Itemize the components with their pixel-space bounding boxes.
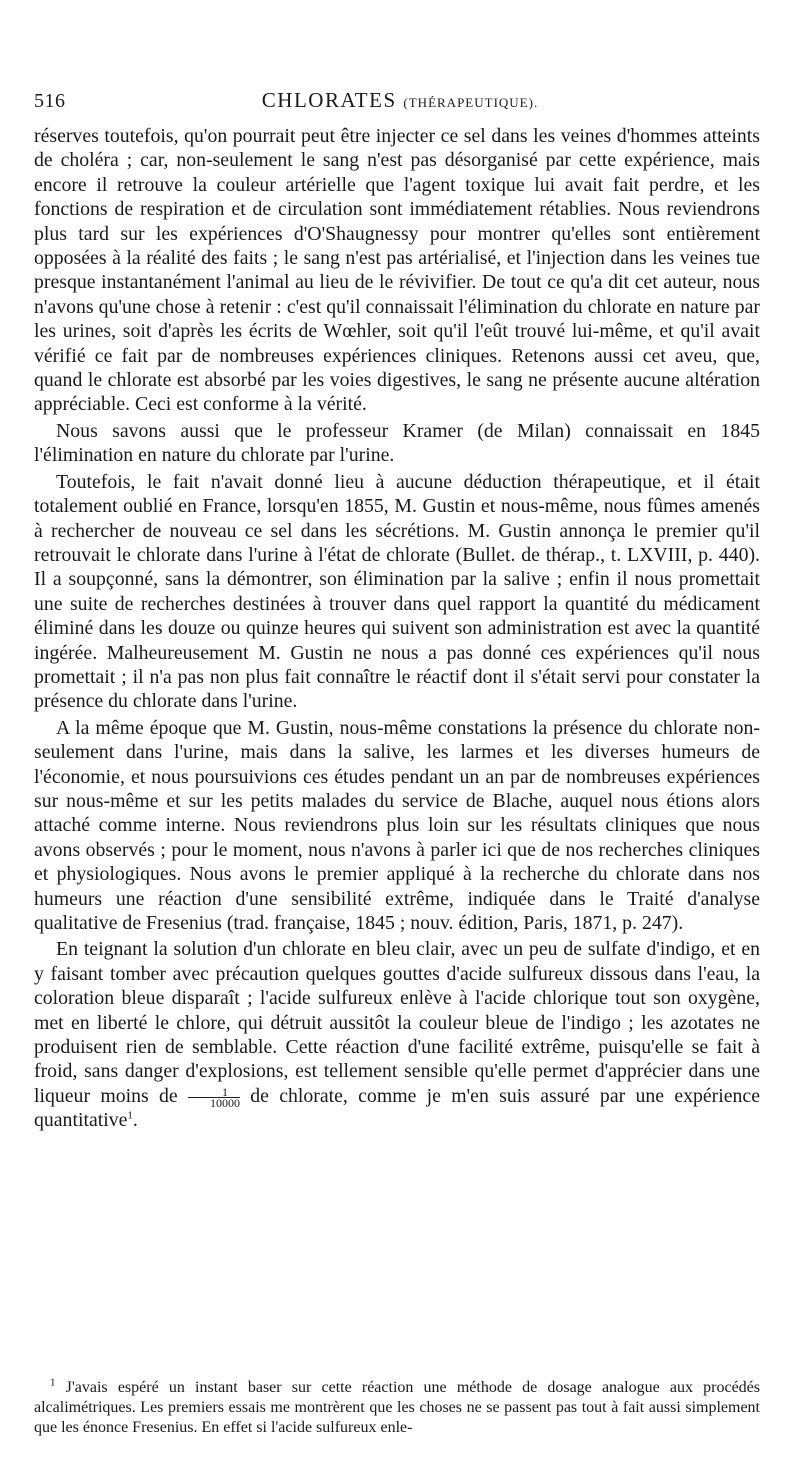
paragraph: Toutefois, le fait n'avait donné lieu à aucune déduction thérapeutique, et il était totalement oublié en France, lorsqu'en 1855, M. Gustin et nous-même, nous fûmes amenés à rechercher de nouveau ce sel dans les sécrétions. M. Gustin annonça le premier qu'il retrouvait le chlorate dans l'urine à l'état de chlorate (Bullet. de thérap., t. LXVIII, p. 440). Il a soupçonné, sans la démontrer, son élimination par la salive ; enfin il nous promettait une suite de recherches destinées à trouver dans quel rapport la quantité du médicament éliminé dans les douze ou quinze heures qui suivent son administration est avec la quantité ingérée. Malheureusement M. Gustin ne nous a pas donné ces expériences qu'il nous promettait ; il n'a pas non plus fait connaître le réactif dont il s'était servi pour constater la présence du chlorate dans l'urine.: [34, 470, 760, 713]
page-header: [34, 84, 766, 118]
body-text: [34, 124, 760, 1133]
paragraph-text: En teignant la solution d'un chlorate en bleu clair, avec un peu de sulfate d'indigo, et en y faisant tomber avec précaution quelques gouttes d'acide sulfureux dissous dans l'eau, la coloration bleue disparaît ; l'acide sulfureux enlève à l'acide chlorique tout son oxygène, met en liberté le chlore, qui détruit aussitôt la couleur bleue de l'indigo ; les azotates ne produisent rien de semblable. Cette réaction d'une facilité extrême, puisqu'elle se fait à froid, sans danger d'explosions, est tellement sensible qu'elle permet d'apprécier dans une liqueur moins de: [34, 938, 760, 1107]
footnote-reference: 1: [127, 1109, 133, 1122]
running-head-title: CHLORATES: [261, 88, 397, 112]
footnote-text: J'avais espéré un instant baser sur cette réaction une méthode de dosage analogue aux procédés alcalimétriques. Les premiers essais me montrèrent que les choses ne se passent pas tout à fait aussi simplement que les énonce Fresenius. En effet si l'acide sulfureux enle-: [34, 1379, 760, 1436]
fraction: [188, 1084, 240, 1110]
paragraph-last: En teignant la solution d'un chlorate en bleu clair, avec un peu de sulfate d'indigo, et en y faisant tomber avec précaution quelques gouttes d'acide sulfureux dissous dans l'eau, la coloration bleue disparaît ; l'acide sulfureux enlève à l'acide chlorique tout son oxygène, met en liberté le chlore, qui détruit aussitôt la couleur bleue de l'indigo ; les azotates ne produisent rien de semblable. Cette réaction d'une facilité extrême, puisqu'elle se fait à froid, sans danger d'explosions, est tellement sensible qu'elle permet d'apprécier dans une liqueur moins de $\frac{1}{10000}$ de chlorate, comme je m'en suis assuré par une expérience quantitative$^1$.: [34, 938, 760, 1132]
paragraph: Nous savons aussi que le professeur Kramer (de Milan) connaissait en 1845 l'élimination en nature du chlorate par l'urine.: [34, 419, 760, 467]
footnote-marker: 1: [50, 1376, 56, 1389]
paragraph: réserves toutefois, qu'on pourrait peut être injecter ce sel dans les veines d'hommes atteints de choléra ; car, non-seulement le sang n'est pas désorganisé par cette expérience, mais encore il retrouve la couleur artérielle que l'agent toxique lui avait fait perdre, et les fonctions de respiration et de circulation sont immédiatement rétablies. Nous reviendrons plus tard sur les expériences d'O'Shaugnessy pour montrer qu'elles sont entièrement opposées à la réalité des faits ; le sang n'est pas artérialisé, et l'injection dans les veines tue presque instantanément l'animal au lieu de le révivifier. De tout ce qu'a dit cet auteur, nous n'avons qu'une chose à retenir : c'est qu'il connaissait l'élimination du chlorate en nature par les urines, soit d'après les écrits de Wœhler, soit qu'il l'eût trouvé lui-même, et qu'il avait vérifié ce fait par de nombreuses expériences cliniques. Retenons aussi cet aveu, que, quand le chlorate est absorbé par les voies digestives, le sang ne présente aucune altération appréciable. Ceci est conforme à la vérité.: [34, 125, 760, 416]
running-head-subtitle: (THÉRAPEUTIQUE).: [403, 95, 539, 110]
footnote: [34, 1378, 760, 1438]
running-head: [34, 88, 766, 113]
paragraph-text-end: de chlorate, comme je m'en suis assuré par une expérience quantitative: [34, 1084, 760, 1132]
paragraph: A la même époque que M. Gustin, nous-même constations la présence du chlorate non-seulement dans l'urine, mais dans la salive, les larmes et les diverses humeurs de l'économie, et nous poursuivions ces études pendant un an par de nombreuses expériences sur nous-même et sur les petits malades du service de Blache, auquel nous étions alors attaché comme interne. Nous reviendrons plus loin sur les résultats cliniques que nous avons observés ; pour le moment, nous n'avons à parler ici que de nos recherches cliniques et physiologiques. Nous avons le premier appliqué à la recherche du chlorate dans nos humeurs une réaction d'une sensibilité extrême, indiquée dans le Traité d'analyse qualitative de Fresenius (trad. française, 1845 ; nouv. édition, Paris, 1871, p. 247).: [34, 716, 760, 934]
fraction-numerator: 1: [188, 1087, 240, 1098]
fraction-denominator: 10000: [209, 1095, 240, 1110]
page-number: 516: [34, 90, 66, 112]
